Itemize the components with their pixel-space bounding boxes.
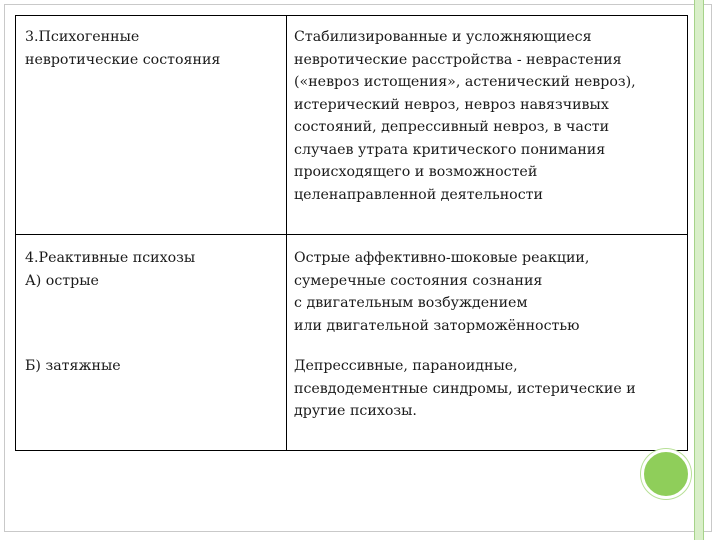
decorative-green-circle [641, 449, 691, 499]
column-divider [286, 16, 287, 450]
row-category-cell: 3.Психогенные невротические состояния [25, 29, 221, 68]
table-row [16, 16, 687, 235]
decorative-green-stripe [694, 0, 704, 540]
classification-table [15, 15, 688, 451]
row-subdescription-cell: Депрессивные, параноидные, псевдодементные синдромы, истерические и другие психозы. [294, 358, 636, 419]
row-category-cell: 4.Реактивные психозы А) острые [25, 250, 196, 289]
row-subcategory-cell: Б) затяжные [25, 358, 121, 374]
table-row [16, 235, 687, 450]
row-description-cell: Стабилизированные и усложняющиеся невротические расстройства - неврастения («невроз истощения», астенический невроз), истерический невроз, невроз навязчивых состояний, депрессивный невроз, в части случаев утрата критического понимания происходящего и возможностей целенаправленной деятельности [294, 29, 636, 203]
row-description-cell: Острые аффективно-шоковые реакции, сумеречные состояния сознания с двигательным возбуждением или двигательной заторможённостью [294, 250, 590, 334]
